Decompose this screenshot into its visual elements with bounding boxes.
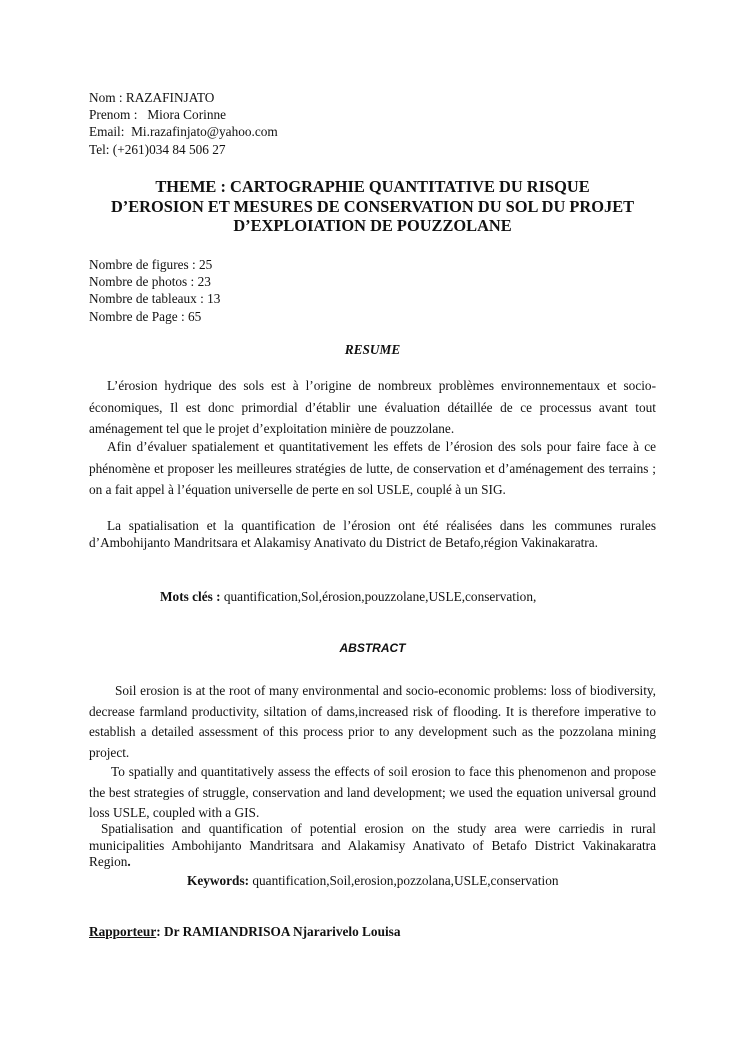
author-email: Email: Mi.razafinjato@yahoo.com xyxy=(89,124,278,140)
document-stats xyxy=(89,256,656,325)
abstract-keywords-text: quantification,Soil,erosion,pozzolana,USLE,conservation xyxy=(249,873,559,888)
abstract-heading: ABSTRACT xyxy=(339,641,406,655)
resume-paragraph-1: L’érosion hydrique des sols est à l’origine de nombreux problèmes environnementaux et socio-économiques, Il est donc primordial d’établir une évaluation détaillée de ce processus avant tout aménagement tel que le projet d’exploitation minière de pouzzolane. xyxy=(89,378,656,437)
resume-keywords xyxy=(89,589,727,605)
abstract-keywords-label: Keywords: xyxy=(187,873,250,888)
resume-heading: RESUME xyxy=(344,342,401,357)
abstract-paragraph-2: To spatially and quantitatively assess the effects of soil erosion to face this phenomenon and propose the best strategies of struggle, conservation and land development; we used the equation universal ground loss USLE, coupled with a GIS. xyxy=(89,764,656,821)
abstract-paragraph-3-period: . xyxy=(127,854,131,869)
rapporteur-line xyxy=(89,924,401,940)
rapporteur-name: Dr RAMIANDRISOA Njararivelo Louisa xyxy=(160,924,401,939)
title-line-1: THEME : CARTOGRAPHIE QUANTITATIVE DU RISQUE xyxy=(155,177,590,196)
photos-count: Nombre de photos : 23 xyxy=(89,274,211,290)
title-line-2: D’EROSION ET MESURES DE CONSERVATION DU SOL DU PROJET xyxy=(110,196,635,216)
abstract-paragraph-3 xyxy=(89,821,656,871)
resume-paragraph-3: La spatialisation et la quantification de l’érosion ont été réalisées dans les communes rurales d’Ambohijanto Mandritsara et Alakamisy Anativato du District de Betafo,région Vakinakaratra. xyxy=(89,518,656,550)
rapporteur-label: Rapporteur xyxy=(89,924,157,939)
resume-paragraph-2: Afin d’évaluer spatialement et quantitativement les effets de l’érosion des sols pour faire face à ce phénomène et proposer les meilleures stratégies de lutte, de conservation et d’aménagement des terrains ; on a fait appel à l’équation universelle de perte en sol USLE, couplé à un SIG. xyxy=(89,439,656,498)
resume-keywords-label: Mots clés : xyxy=(160,589,221,604)
author-phone: Tel: (+261)034 84 506 27 xyxy=(89,141,226,157)
author-firstname: Prenom : Miora Corinne xyxy=(89,107,227,123)
document-title xyxy=(80,177,665,236)
rapporteur-colon: : xyxy=(156,924,161,939)
abstract-paragraph-3-text: Spatialisation and quantification of potential erosion on the study area were carriedis in rural municipalities Ambohijanto Mandritsara and Alakamisy Anativato of Betafo District Vakinakaratra Region xyxy=(89,821,656,869)
resume-keywords-text: quantification,Sol,érosion,pouzzolane,USLE,conservation, xyxy=(220,589,537,604)
figures-count: Nombre de figures : 25 xyxy=(89,257,213,272)
abstract-keywords xyxy=(89,873,745,889)
title-line-3: D’EXPLOIATION DE POUZZOLANE xyxy=(233,216,512,235)
author-info xyxy=(89,89,656,158)
tables-count: Nombre de tableaux : 13 xyxy=(89,291,221,307)
author-name: Nom : RAZAFINJATO xyxy=(89,90,215,105)
abstract-paragraph-1: Soil erosion is at the root of many environmental and socio-economic problems: loss of biodiversity, decrease farmland productivity, siltation of dams,increased risk of flooding. It is therefore imperative to establish a detailed assessment of this process prior to any development such as the pozzolana mining project. xyxy=(89,683,656,760)
page-count: Nombre de Page : 65 xyxy=(89,308,202,324)
